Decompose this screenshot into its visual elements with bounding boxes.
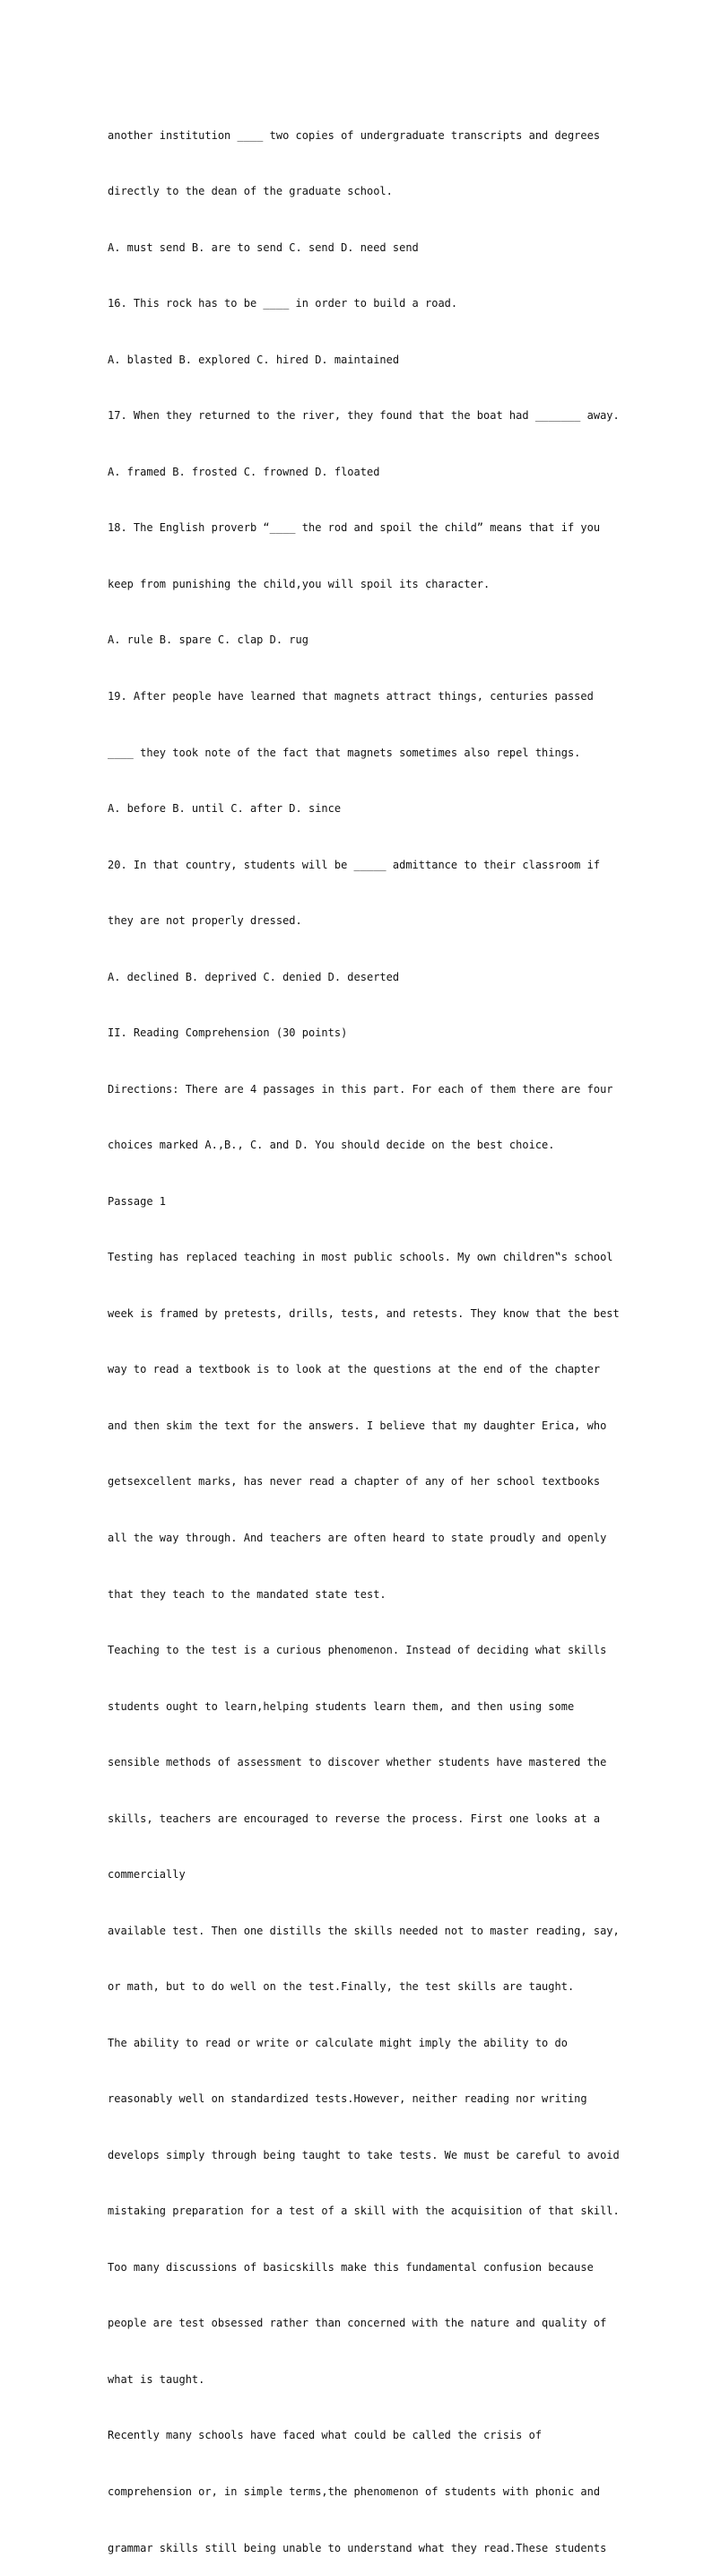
section-heading: II. Reading Comprehension (30 points)	[108, 1026, 348, 1040]
text-line: available test. Then one distills the skills needed not to master reading, say,	[108, 1924, 620, 1937]
text-line: choices marked A.,B., C. and D. You should decide on the best choice.	[108, 1139, 555, 1152]
text-line: directly to the dean of the graduate school.	[108, 185, 393, 198]
passage-heading: Passage 1	[108, 1194, 167, 1208]
text-line: all the way through. And teachers are often heard to state proudly and openly	[108, 1531, 607, 1544]
text-line: keep from punishing the child,you will spoil its character.	[108, 577, 491, 590]
text-line: week is framed by pretests, drills, tests, and retests. They know that the best	[108, 1306, 620, 1320]
text-line: A. framed B. frosted C. frowned D. floated	[108, 465, 380, 478]
text-line: Teaching to the test is a curious phenomenon. Instead of deciding what skills	[108, 1644, 607, 1657]
text-line: sensible methods of assessment to discover whether students have mastered the	[108, 1756, 607, 1769]
text-line: 20. In that country, students will be _____ admittance to their classroom if	[108, 858, 601, 871]
text-line: Too many discussions of basicskills make this fundamental confusion because	[108, 2260, 594, 2274]
text-line: 19. After people have learned that magnets attract things, centuries passed	[108, 690, 594, 703]
text-line: comprehension or, in simple terms,the phenomenon of students with phonic and	[108, 2485, 601, 2498]
text-line: skills, teachers are encouraged to reverse the process. First one looks at a	[108, 1812, 601, 1825]
text-line: what is taught.	[108, 2372, 205, 2386]
text-line: or math, but to do well on the test.Finally, the test skills are taught.	[108, 1980, 575, 1994]
text-line: grammar skills still being unable to understand what they read.These students	[108, 2541, 607, 2554]
text-line: A. rule B. spare C. clap D. rug	[108, 633, 308, 647]
text-line: A. declined B. deprived C. denied D. deserted	[108, 970, 400, 983]
text-line: way to read a textbook is to look at the questions at the end of the chapter	[108, 1363, 601, 1376]
text-line: Directions: There are 4 passages in this part. For each of them there are four	[108, 1082, 613, 1096]
text-line: A. blasted B. explored C. hired D. maintained	[108, 353, 400, 366]
text-line: that they teach to the mandated state test.	[108, 1587, 386, 1601]
text-line: they are not properly dressed.	[108, 914, 302, 928]
text-line: students ought to learn,helping students learn them, and then using some	[108, 1699, 575, 1713]
text-line: 17. When they returned to the river, they found that the boat had _______ away.	[108, 409, 620, 423]
text-line: The ability to read or write or calculate might imply the ability to do	[108, 2036, 568, 2049]
document-page	[108, 89, 620, 2576]
text-line: Testing has replaced teaching in most public schools. My own children‟s school	[108, 1251, 613, 1264]
text-line: people are test obsessed rather than concerned with the nature and quality of	[108, 2317, 607, 2330]
text-line: getsexcellent marks, has never read a chapter of any of her school textbooks	[108, 1475, 601, 1489]
text-line: 18. The English proverb “____ the rod and spoil the child” means that if you	[108, 521, 601, 535]
text-line: another institution ____ two copies of undergraduate transcripts and degrees	[108, 128, 601, 142]
text-line: develops simply through being taught to take tests. We must be careful to avoid	[108, 2148, 620, 2161]
text-line: reasonably well on standardized tests.However, neither reading nor writing	[108, 2092, 587, 2106]
text-line: A. must send B. are to send C. send D. need send	[108, 240, 419, 254]
text-line: mistaking preparation for a test of a skill with the acquisition of that skill.	[108, 2205, 620, 2218]
text-line: commercially	[108, 1868, 186, 1882]
text-line: 16. This rock has to be ____ in order to build a road.	[108, 297, 458, 310]
text-line: ____ they took note of the fact that magnets sometimes also repel things.	[108, 746, 581, 759]
text-line: A. before B. until C. after D. since	[108, 802, 342, 816]
text-line: Recently many schools have faced what could be called the crisis of	[108, 2429, 543, 2442]
text-line: and then skim the text for the answers. I believe that my daughter Erica, who	[108, 1419, 607, 1432]
